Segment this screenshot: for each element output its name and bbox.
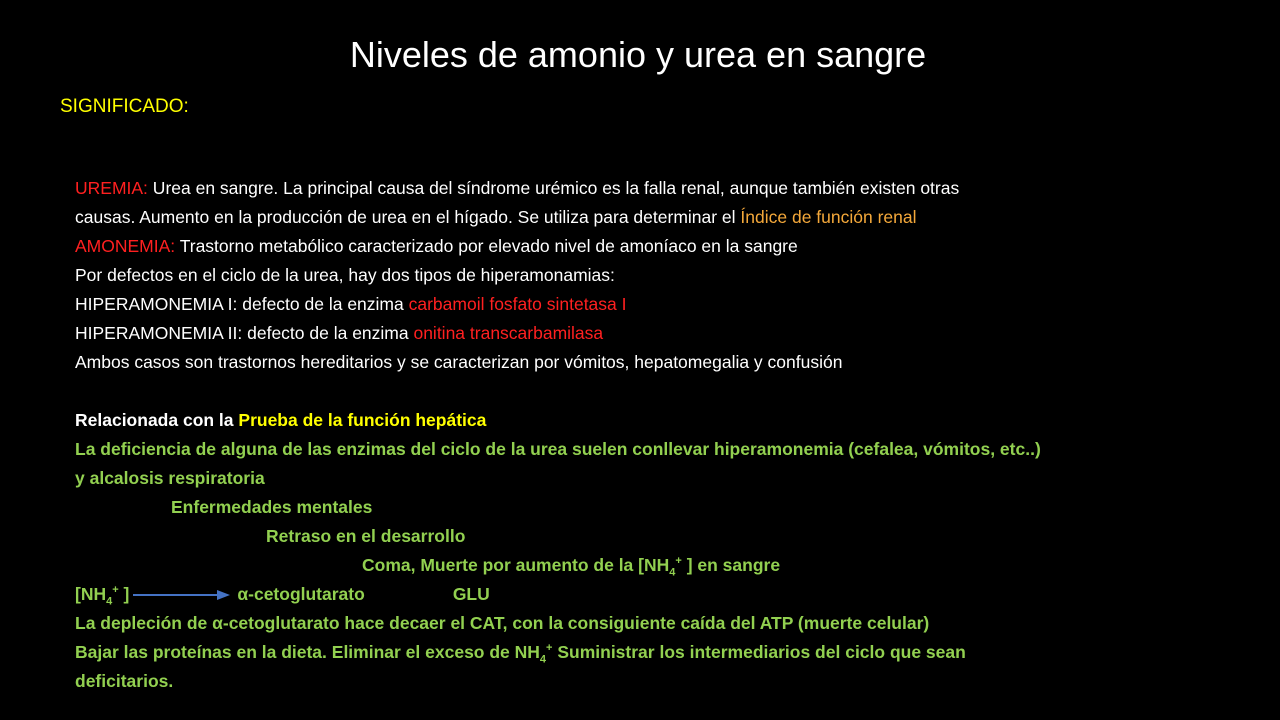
renal-function-index: Índice de función renal bbox=[740, 207, 917, 227]
effect-mental-diseases: Enfermedades mentales bbox=[171, 497, 373, 517]
ion-subscript: 4 bbox=[669, 566, 676, 579]
reaction-arrow-icon bbox=[133, 588, 231, 602]
hepatic-line bbox=[75, 406, 1255, 435]
diet-end: deficitarios. bbox=[75, 671, 174, 691]
hyperammonemia-2-enzyme: onitina transcarbamilasa bbox=[413, 323, 604, 343]
both-cases: Ambos casos son trastornos hereditarios y se caracterizan por vómitos, hepatomegalia y confusión bbox=[75, 352, 843, 372]
amonemia-line bbox=[75, 232, 1255, 261]
ion-superscript: + bbox=[675, 555, 682, 568]
effect-coma-death bbox=[75, 551, 1255, 580]
deficiency-line-1: La deficiencia de alguna de las enzimas del ciclo de la urea suelen conllevar hiperamonemia (cefalea, vómitos, etc..) bbox=[75, 439, 1041, 459]
uremia-label: UREMIA: bbox=[75, 178, 148, 198]
diet-suffix: Suministrar los intermediarios del ciclo que sean bbox=[552, 642, 966, 662]
uremia-line-1 bbox=[75, 174, 1255, 203]
hyperammonemia-1-enzyme: carbamoil fosfato sintetasa I bbox=[408, 294, 627, 314]
diet-line bbox=[75, 638, 1255, 667]
effect-development-delay: Retraso en el desarrollo bbox=[266, 526, 466, 546]
reactant-open: [NH bbox=[75, 584, 107, 604]
hepatic-test: Prueba de la función hepática bbox=[238, 410, 487, 430]
deficiency-line-2: y alcalosis respiratoria bbox=[75, 468, 265, 488]
diet-subscript: 4 bbox=[539, 653, 547, 666]
spacer bbox=[75, 377, 1255, 406]
uremia-line-2 bbox=[75, 203, 1255, 232]
diet-prefix: Bajar las proteínas en la dieta. Eliminar el exceso de NH bbox=[75, 642, 540, 662]
hepatic-prefix: Relacionada con la bbox=[75, 410, 239, 430]
hyperammonemia-1-prefix: HIPERAMONEMIA I: defecto de la enzima bbox=[75, 294, 409, 314]
amonemia-label: AMONEMIA: bbox=[75, 236, 176, 256]
reactant-close: ] bbox=[118, 584, 130, 604]
hyperammonemia-1 bbox=[75, 290, 1255, 319]
reactant-subscript: 4 bbox=[106, 595, 113, 608]
slide-title: Niveles de amonio y urea en sangre bbox=[349, 34, 927, 75]
reaction-intermediate: α-cetoglutarato bbox=[237, 584, 365, 604]
slide-content bbox=[75, 174, 1255, 696]
uremia-text-1: Urea en sangre. La principal causa del síndrome urémico es la falla renal, aunque también existen otras bbox=[147, 178, 960, 198]
hyperammonemia-2 bbox=[75, 319, 1255, 348]
diet-superscript: + bbox=[546, 642, 553, 655]
depletion-line: La depleción de α-cetoglutarato hace decaer el CAT, con la consiguiente caída del ATP (muerte celular) bbox=[75, 613, 930, 633]
effect-coma-suffix: ] en sangre bbox=[681, 555, 781, 575]
reaction-product: GLU bbox=[452, 584, 490, 604]
hyperammonemia-2-prefix: HIPERAMONEMIA II: defecto de la enzima bbox=[75, 323, 414, 343]
section-subtitle: SIGNIFICADO: bbox=[60, 96, 189, 117]
defects-intro: Por defectos en el ciclo de la urea, hay dos tipos de hiperamonamias: bbox=[75, 265, 615, 285]
reaction-line bbox=[75, 580, 1255, 609]
reactant-superscript: + bbox=[112, 584, 119, 597]
amonemia-text: Trastorno metabólico caracterizado por elevado nivel de amoníaco en la sangre bbox=[175, 236, 798, 256]
effect-coma-prefix: Coma, Muerte por aumento de la [NH bbox=[362, 555, 670, 575]
uremia-text-2: causas. Aumento en la producción de urea en el hígado. Se utiliza para determinar el bbox=[75, 207, 741, 227]
